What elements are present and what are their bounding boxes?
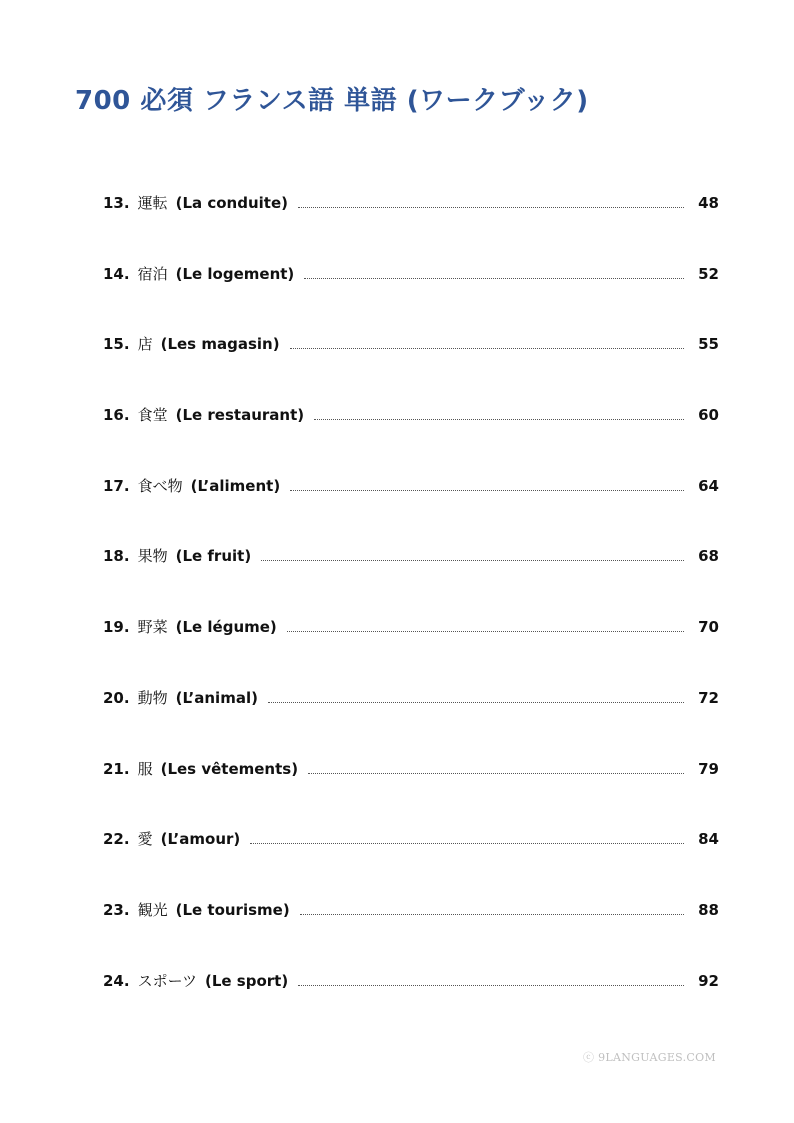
toc-entry-number: 23. <box>103 900 130 919</box>
toc-entry-number: 17. <box>103 476 130 495</box>
toc-dot-leader <box>314 401 684 420</box>
toc-entry-number: 15. <box>103 335 130 354</box>
toc-entry-page: 64 <box>698 476 719 495</box>
toc-entry-number: 18. <box>103 547 130 566</box>
toc-entry-page: 70 <box>698 618 719 637</box>
toc-entry-japanese: 店 <box>137 335 153 354</box>
toc-entry-number: 24. <box>103 971 130 990</box>
toc-entry[interactable] <box>103 967 719 1038</box>
toc-entry-page: 68 <box>698 547 719 566</box>
toc-entry-french: (L’aliment) <box>190 476 281 495</box>
toc-entry-japanese: 果物 <box>137 547 168 566</box>
toc-entry-french: (La conduite) <box>175 194 288 212</box>
toc-entry-japanese: 観光 <box>137 900 168 919</box>
toc-dot-leader <box>290 330 685 349</box>
toc-entry-french: (Le tourisme) <box>175 900 290 919</box>
toc-entry-page: 88 <box>698 900 719 919</box>
toc-entry-number: 16. <box>103 406 130 425</box>
toc-entry-french: (Le logement) <box>175 264 295 283</box>
toc-dot-leader <box>298 967 684 986</box>
toc-entry-japanese: 野菜 <box>137 618 168 637</box>
toc-entry-japanese: 愛 <box>137 830 153 849</box>
toc-entry-page: 52 <box>698 264 719 283</box>
toc-entry-page: 79 <box>698 759 719 778</box>
toc-entry-page: 48 <box>698 194 719 212</box>
toc-entry-page: 84 <box>698 830 719 849</box>
toc-entry-japanese: スポーツ <box>137 971 197 990</box>
toc-entry-french: (Les magasin) <box>160 335 280 354</box>
toc-entry-japanese: 食堂 <box>137 406 168 425</box>
toc-dot-leader <box>308 755 684 774</box>
toc-entry-french: (Le fruit) <box>175 547 252 566</box>
toc-entry[interactable] <box>103 260 719 331</box>
toc-entry-japanese: 運転 <box>137 194 168 212</box>
toc-entry[interactable] <box>103 189 719 260</box>
toc-entry-number: 14. <box>103 264 130 283</box>
toc-dot-leader <box>298 189 684 208</box>
toc-entry-number: 13. <box>103 194 130 212</box>
copyright-footer: ⓒ 9LANGUAGES.COM <box>583 1051 716 1064</box>
toc-entry-japanese: 動物 <box>137 688 168 707</box>
toc-dot-leader <box>250 825 684 844</box>
toc-entry-number: 22. <box>103 830 130 849</box>
toc-dot-leader <box>287 613 684 632</box>
toc-entry-japanese: 宿泊 <box>137 264 168 283</box>
toc-entry-page: 60 <box>698 406 719 425</box>
toc-entry-french: (Le restaurant) <box>175 406 305 425</box>
toc-entry[interactable] <box>103 472 719 543</box>
toc-dot-leader <box>290 472 684 491</box>
toc-dot-leader <box>304 260 684 279</box>
toc-entry[interactable] <box>103 896 719 967</box>
toc-entry-french: (L’amour) <box>160 830 241 849</box>
page-title: 700 必須 フランス語 単語 (ワークブック) <box>75 86 589 116</box>
toc-entry-japanese: 服 <box>137 759 153 778</box>
table-of-contents <box>103 189 719 1037</box>
toc-entry-french: (L’animal) <box>175 688 258 707</box>
toc-entry-page: 92 <box>698 971 719 990</box>
toc-entry[interactable] <box>103 330 719 401</box>
toc-entry[interactable] <box>103 401 719 472</box>
toc-entry-number: 19. <box>103 618 130 637</box>
toc-entry-french: (Le sport) <box>204 971 289 990</box>
toc-dot-leader <box>268 684 684 703</box>
toc-entry-french: (Les vêtements) <box>160 759 299 778</box>
toc-entry-number: 20. <box>103 688 130 707</box>
toc-entry[interactable] <box>103 684 719 755</box>
toc-entry-number: 21. <box>103 759 130 778</box>
toc-entry[interactable] <box>103 613 719 684</box>
toc-dot-leader <box>300 896 684 915</box>
toc-entry[interactable] <box>103 825 719 896</box>
toc-entry-french: (Le légume) <box>175 618 277 637</box>
toc-entry[interactable] <box>103 755 719 826</box>
toc-entry-japanese: 食べ物 <box>137 476 183 495</box>
toc-entry[interactable] <box>103 542 719 613</box>
toc-entry-page: 55 <box>698 335 719 354</box>
toc-entry-page: 72 <box>698 688 719 707</box>
toc-dot-leader <box>261 542 684 561</box>
